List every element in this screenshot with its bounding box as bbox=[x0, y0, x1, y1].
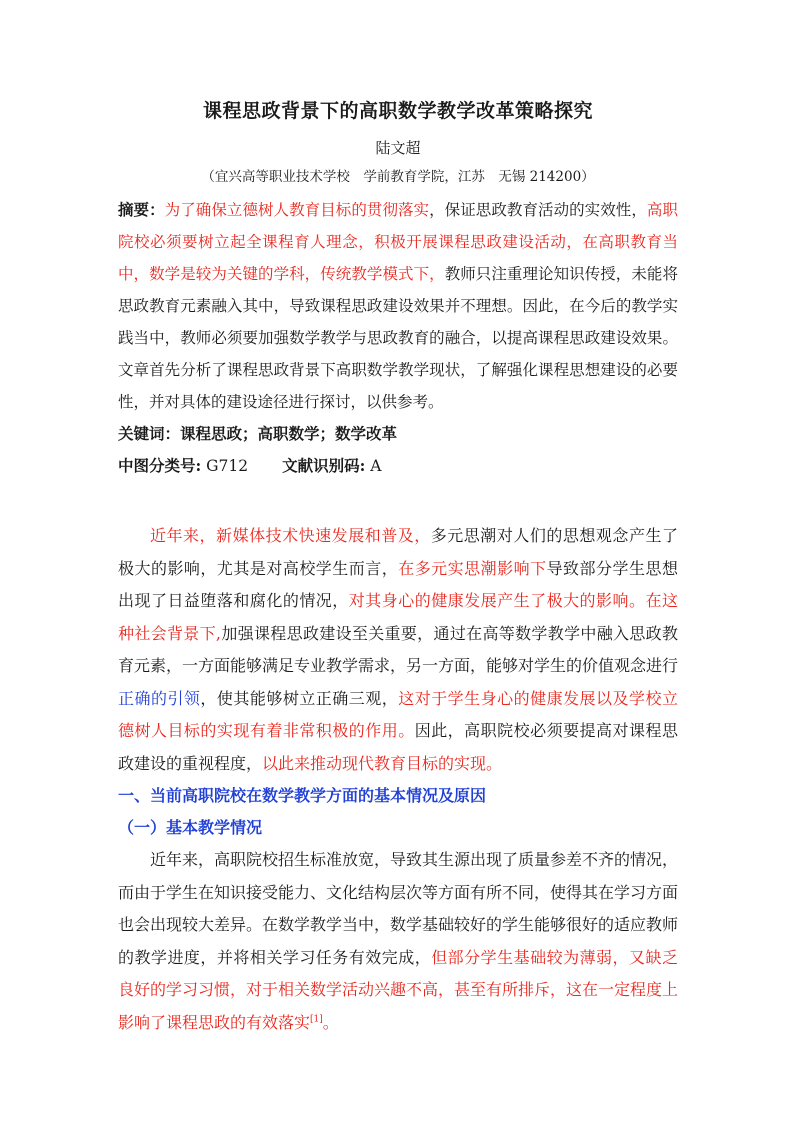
intro-paragraph bbox=[118, 520, 678, 780]
intro-highlight-4: 这对于学生身心的健康发展以及学校立德树人目标的实现有着非常积极的作用。 bbox=[118, 688, 678, 740]
classification-line bbox=[118, 450, 678, 482]
abstract-highlight-2: 高职院校必须要树立起全课程育人理念，积极开展课程思政建设活动，在高职教育当中，数学是较为关键的学科，传统教学模式下， bbox=[118, 201, 678, 283]
section1-highlight: 但部分学生基础较为薄弱，又缺乏良好的学习习惯，对于相关数学活动兴趣不高，甚至有所排斥，这在一定程度上影响了课程思政的有效落实 bbox=[118, 947, 679, 1032]
abstract-text-1: ，保证思政教育活动的实效性， bbox=[429, 201, 647, 219]
section-heading-1: 一、当前高职院校在数学教学方面的基本情况及原因 bbox=[118, 786, 487, 805]
document-page bbox=[118, 96, 678, 1039]
keywords-text: 课程思政；高职数学；数学改革 bbox=[180, 424, 398, 443]
intro-highlight-1: 近年来，新媒体技术快速发展和普及， bbox=[150, 526, 431, 545]
intro-highlight-3: 对其身心的健康发展产生了极大的影响。在这种社会背景下, bbox=[118, 591, 678, 643]
abstract bbox=[118, 194, 678, 418]
citation-ref[interactable]: [1] bbox=[310, 1014, 323, 1025]
section1-paragraph bbox=[118, 844, 678, 1039]
intro-highlight-2: 在多元实思潮影响下 bbox=[398, 558, 547, 578]
author-name: 陆文超 bbox=[375, 139, 421, 157]
intro-highlight-5: 以此来推动现代教育目标的实现。 bbox=[262, 753, 503, 773]
section1-end: 。 bbox=[322, 1012, 339, 1032]
intro-text-5: 因此，高职院校必须要提高对课程思政建设的重视程度， bbox=[118, 721, 678, 773]
intro-text-2: 导致部分学生思想出现了日益堕落和腐化的情况， bbox=[118, 558, 678, 610]
intro-text-3: 加强课程思政建设至关重要，通过在高等数学教学中融入思政教育元素，一方面能够满足专业教学需求，另一方面，能够对学生的价值观念进行 bbox=[118, 623, 679, 675]
abstract-highlight-1: 为了确保立德树人教育目标的贯彻落实 bbox=[164, 201, 430, 219]
paper-title: 课程思政背景下的高职数学教学改革策略探究 bbox=[202, 100, 593, 122]
intro-text-1: 多元思潮对人们的思想观念产生了极大的影响，尤其是对高校学生而言， bbox=[118, 526, 678, 578]
doc-id-value: A bbox=[365, 457, 382, 475]
subsection-heading-1: （一）基本教学情况 bbox=[118, 818, 263, 837]
abstract-label: 摘要： bbox=[118, 200, 165, 219]
keywords bbox=[118, 418, 678, 450]
intro-highlight-blue: 正确的引领 bbox=[118, 688, 201, 708]
clc-value: G712 bbox=[201, 457, 249, 475]
section1-text: 近年来，高职院校招生标准放宽，导致其生源出现了质量参差不齐的情况，而由于学生在知识接受能力、文化结构层次等方面有所不同，使得其在学习方面也会出现较大差异。在数学教学当中，数学基础较好的学生能够很好的适应教师的教学进度，并将相关学习任务有效完成， bbox=[118, 850, 679, 967]
author-affiliation: （宜兴高等职业技术学校 学前教育学院，江苏 无锡 214200） bbox=[201, 169, 595, 185]
doc-id-label: 文献识别码: bbox=[282, 456, 366, 475]
clc-label: 中图分类号: bbox=[118, 456, 202, 475]
abstract-text-2: 教师只注重理论知识传授，未能将思政教育元素融入其中，导致课程思政建设效果并不理想。因此，在今后的教学实践当中，教师必须要加强数学教学与思政教育的融合，以提高课程思政建设效果。文章首先分析了课程思政背景下高职数学教学现状，了解强化课程思想建设的必要性，并对具体的建设途径进行探讨，以供参考。 bbox=[118, 265, 678, 411]
keywords-label: 关键词： bbox=[118, 424, 181, 443]
intro-text-4: ，使其能够树立正确三观， bbox=[200, 688, 399, 708]
